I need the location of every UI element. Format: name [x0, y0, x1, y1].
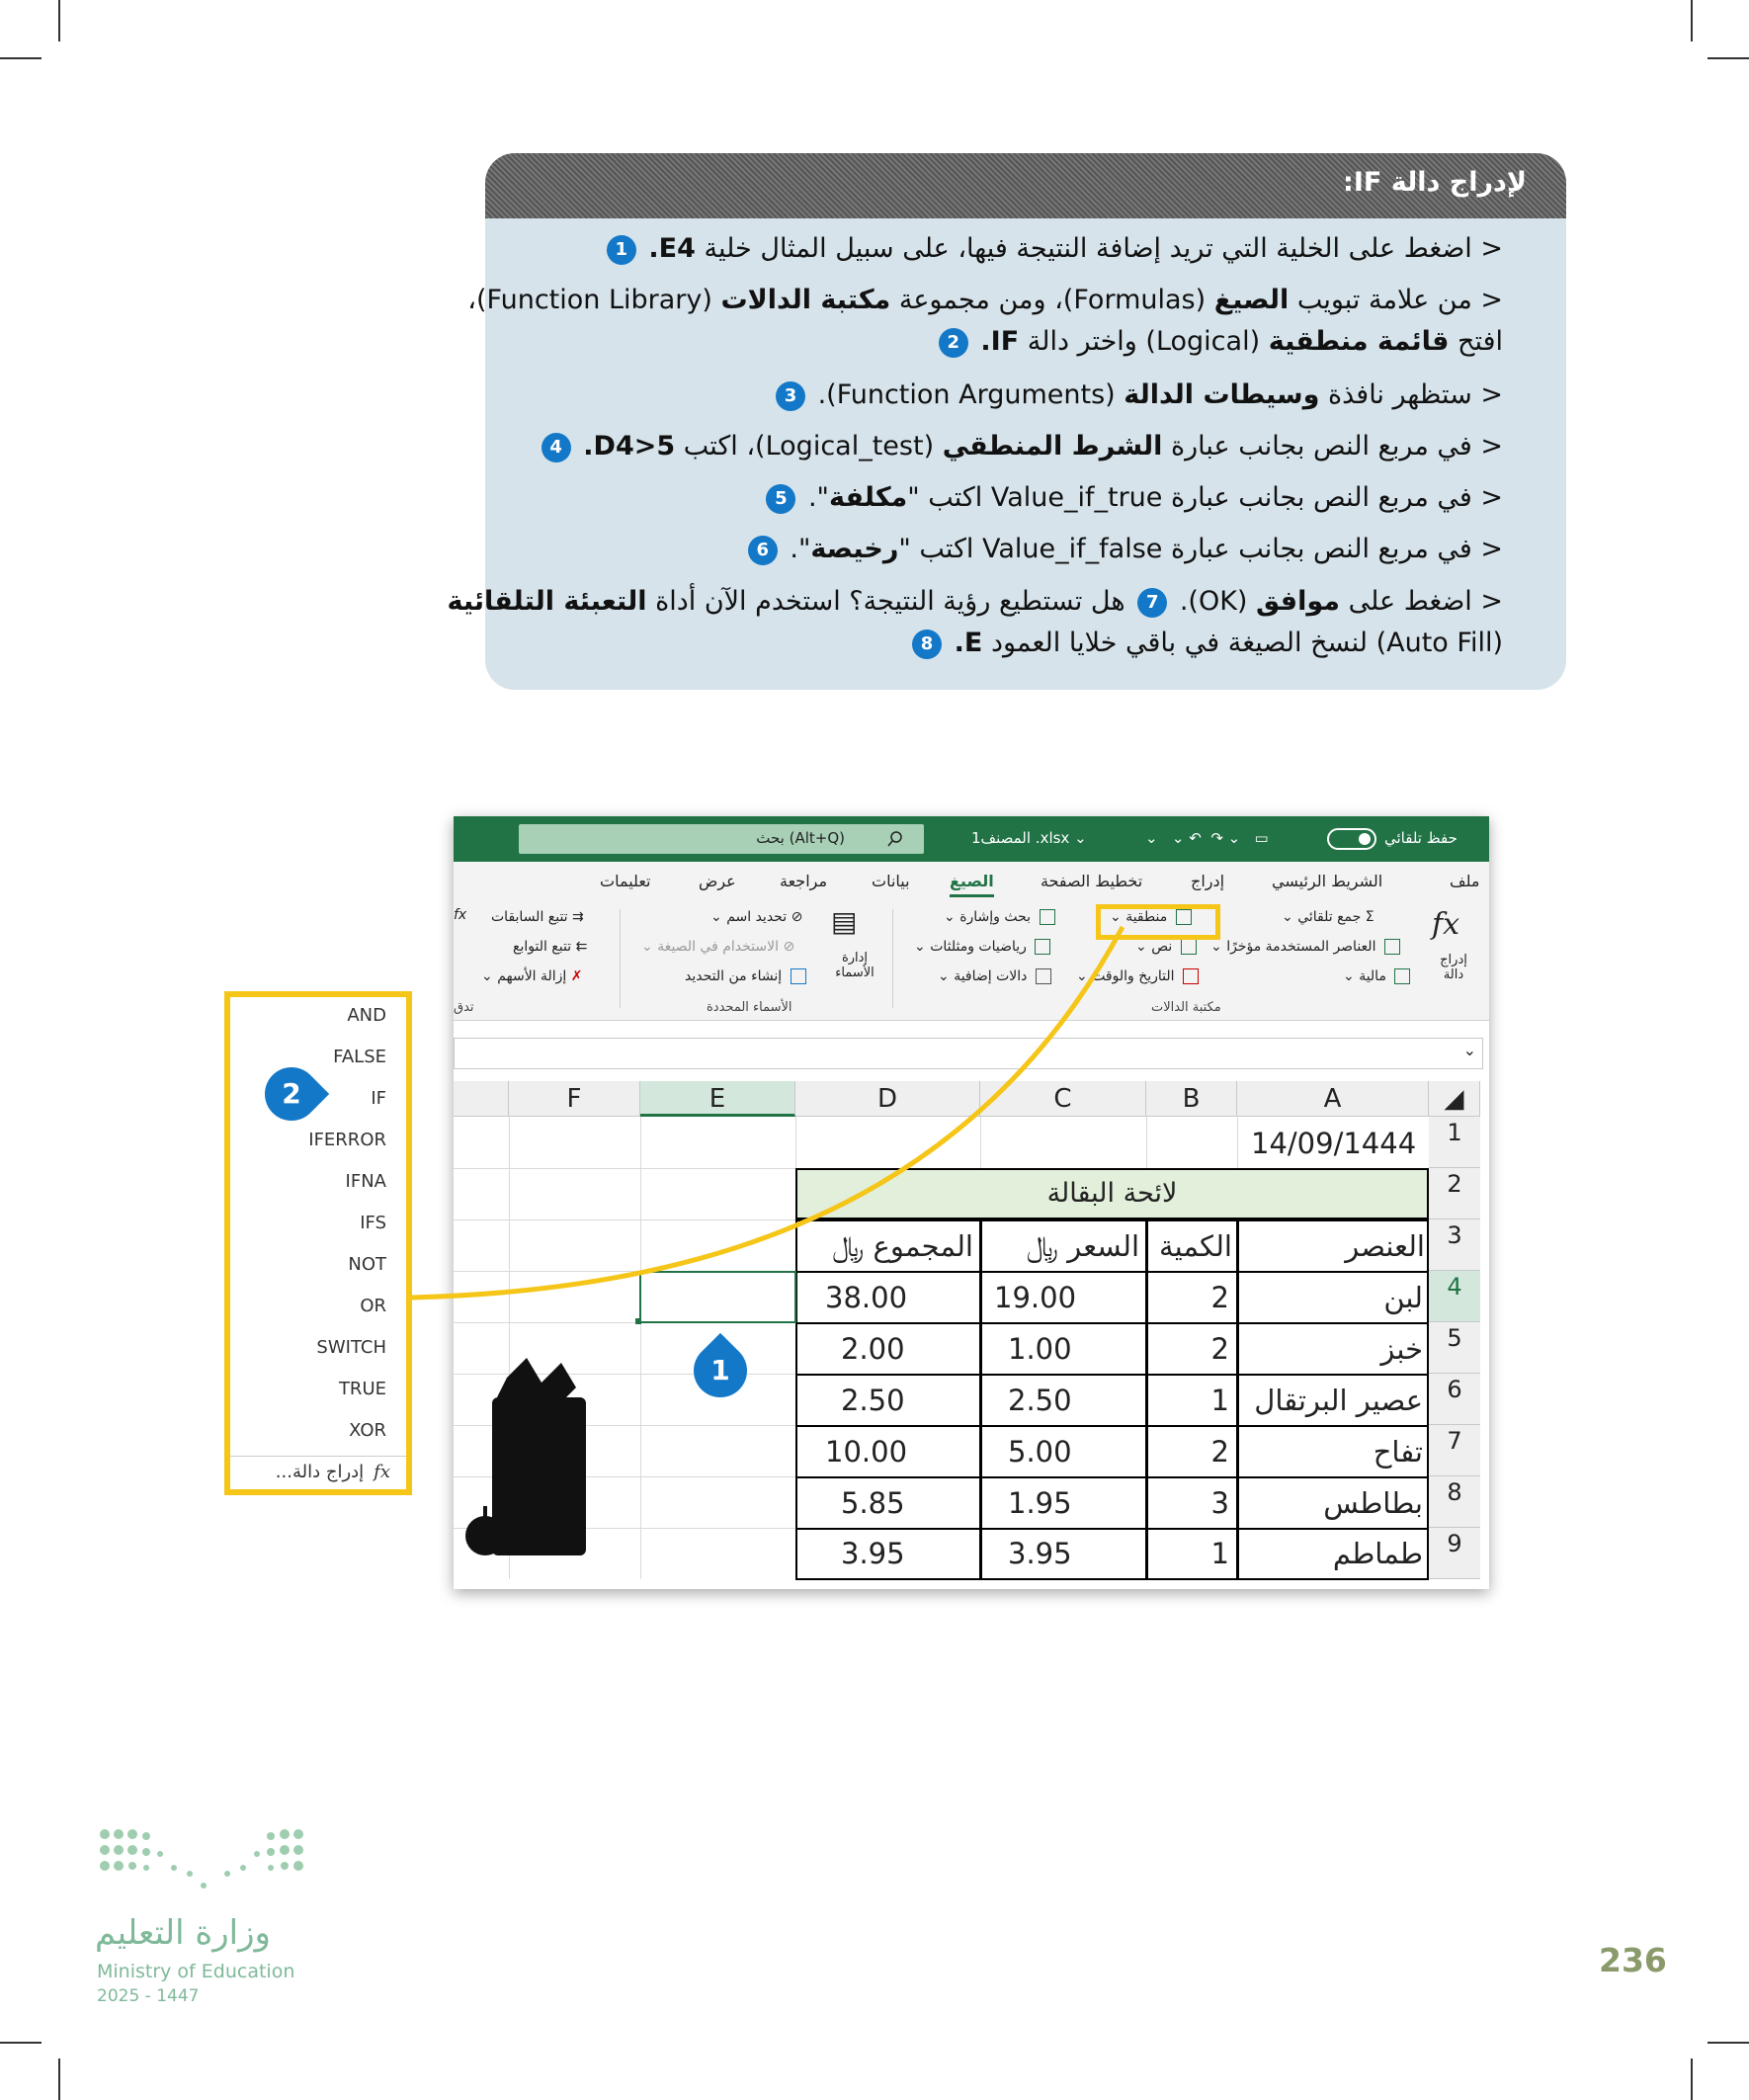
menu-item-if[interactable]: IF	[371, 1088, 386, 1109]
header-price[interactable]: السعر ﷼	[1026, 1229, 1139, 1263]
tab-review[interactable]: مراجعة	[780, 872, 828, 890]
tag-icon: ⊘	[791, 909, 803, 925]
recent-button[interactable]: ⌄ العناصر المستخدمة مؤخرًا	[1210, 939, 1400, 955]
menu-item-xor[interactable]: XOR	[349, 1420, 386, 1441]
column-header-e[interactable]: E	[640, 1081, 795, 1117]
header-total[interactable]: المجموع ﷼	[832, 1229, 973, 1263]
financial-button[interactable]: ⌄ مالية	[1343, 968, 1410, 984]
quick-access-icons[interactable]: ⌄ ⌄ ↶ ↷ ⌄ ▭	[1145, 829, 1269, 847]
step-2a: < من علامة تبويب الصيغ (Formulas)، ومن مجموعة مكتبة الدالات (Function Library)،	[467, 285, 1503, 315]
tab-file[interactable]: ملف	[1450, 872, 1480, 890]
row-header[interactable]: 4	[1429, 1271, 1480, 1322]
group-function-library: مكتبة الدالات	[1151, 1000, 1221, 1015]
remove-arrows-icon: ✗	[570, 968, 583, 984]
logical-functions-menu	[224, 991, 412, 1495]
callout-marker-1: 1	[710, 1354, 730, 1386]
tab-formulas[interactable]: الصيغ	[950, 872, 994, 897]
cell-qty[interactable]: 2	[1210, 1281, 1229, 1314]
fx-icon: fx	[374, 1462, 390, 1482]
row-header[interactable]: 6	[1429, 1374, 1480, 1425]
step-7a: < اضغط على موافق (OK). 7 هل تستطيع رؤية النتيجة؟ استخدم الآن أداة التعبئة التلقائية	[447, 586, 1503, 617]
cell-qty[interactable]: 3	[1210, 1486, 1229, 1520]
cell-item[interactable]: بطاطس	[1323, 1486, 1423, 1520]
cell-qty[interactable]: 1	[1210, 1537, 1229, 1570]
cell-total[interactable]: 5.85	[841, 1486, 905, 1520]
trace-dependents-button[interactable]: تتبع التوابع ⇇	[513, 939, 588, 955]
row-header[interactable]: 3	[1429, 1219, 1480, 1271]
page-number: 236	[1599, 1941, 1667, 1979]
cell-total[interactable]: 2.00	[841, 1332, 905, 1366]
trace-icon: ⇇	[575, 939, 588, 955]
ministry-logo-icon	[95, 1824, 312, 1895]
step-number-badge: 8	[912, 630, 942, 659]
row-header[interactable]: 5	[1429, 1322, 1480, 1374]
ministry-name-ar: وزارة التعليم	[95, 1913, 271, 1953]
tab-data[interactable]: بيانات	[872, 872, 910, 890]
row-header[interactable]: 1	[1429, 1117, 1480, 1168]
column-header-a[interactable]: A	[1237, 1081, 1429, 1117]
row-header[interactable]: 7	[1429, 1425, 1480, 1476]
tab-insert[interactable]: إدراج	[1191, 872, 1225, 890]
fx-icon: fx	[454, 907, 467, 923]
callout-marker-2: 2	[282, 1077, 301, 1110]
cell-price[interactable]: 1.00	[1008, 1332, 1072, 1366]
step-7b: (Auto Fill) لنسخ الصيغة في باقي خلايا العمود E. 8	[908, 623, 1503, 664]
lookup-button[interactable]: ⌄ بحث وإشارة	[944, 909, 1055, 925]
cell-total[interactable]: 10.00	[825, 1435, 908, 1469]
use-in-formula-button[interactable]: ⌄ الاستخدام في الصيغة ⊘	[641, 939, 795, 955]
search-box[interactable]: بحث (Alt+Q)	[519, 824, 924, 854]
row-header[interactable]: 2	[1429, 1168, 1480, 1219]
menu-item-not[interactable]: NOT	[348, 1254, 386, 1275]
cell-item[interactable]: طماطم	[1332, 1537, 1423, 1570]
menu-divider	[230, 1456, 406, 1457]
name-manager-icon[interactable]: ▤	[831, 905, 858, 938]
menu-item-and[interactable]: AND	[347, 1005, 386, 1026]
cell-total[interactable]: 38.00	[825, 1281, 908, 1314]
step-number-badge: 7	[1137, 588, 1167, 618]
ministry-name-en: Ministry of Education	[97, 1961, 295, 1982]
cell-a1-date[interactable]: 14/09/1444	[1251, 1127, 1417, 1160]
header-qty[interactable]: الكمية	[1159, 1229, 1232, 1263]
list-title: لائحة البقالة	[1046, 1178, 1178, 1209]
cell-qty[interactable]: 1	[1210, 1384, 1229, 1417]
step-number-badge: 1	[607, 235, 636, 265]
autosum-button[interactable]: ⌄ جمع تلقائي Σ	[1282, 909, 1374, 925]
tab-view[interactable]: عرض	[699, 872, 736, 890]
step-number-badge: 2	[939, 328, 968, 358]
chevron-down-icon: ⌄	[1462, 1041, 1476, 1059]
column-header-d[interactable]: D	[795, 1081, 980, 1117]
step-number-badge: 6	[748, 536, 778, 565]
step-number-badge: 3	[776, 381, 805, 411]
step-number-badge: 5	[766, 484, 795, 514]
cell-price[interactable]: 2.50	[1008, 1384, 1072, 1417]
select-all-corner[interactable]: ◢	[1429, 1081, 1480, 1117]
text-button[interactable]: ⌄ نص	[1135, 939, 1197, 955]
step-6: < في مربع النص بجانب عبارة Value_if_false اكتب "رخيصة". 6	[744, 529, 1503, 570]
sigma-icon: Σ	[1365, 909, 1374, 925]
step-5: < في مربع النص بجانب عبارة Value_if_true اكتب "مكلفة". 5	[762, 477, 1503, 519]
trace-precedents-button[interactable]: تتبع السابقات ⇉	[491, 909, 584, 925]
step-4: < في مربع النص بجانب عبارة الشرط المنطقي (Logical_test)، اكتب D4>5. 4	[538, 426, 1503, 467]
cell-price[interactable]: 1.95	[1008, 1486, 1072, 1520]
menu-item-iferror[interactable]: IFERROR	[308, 1130, 386, 1150]
step-number-badge: 4	[541, 433, 571, 462]
cell-item[interactable]: تفاح	[1373, 1435, 1423, 1469]
instruction-title: لإدراج دالة IF:	[1343, 167, 1527, 198]
function-icon[interactable]: fx	[1432, 907, 1460, 942]
cell-qty[interactable]: 2	[1210, 1332, 1229, 1366]
remove-arrows-button[interactable]: ⌄ إزالة الأسهم ✗	[481, 968, 583, 984]
header-item[interactable]: العنصر	[1345, 1229, 1425, 1263]
cell-total[interactable]: 3.95	[841, 1537, 905, 1570]
cell-total[interactable]: 2.50	[841, 1384, 905, 1417]
more-functions-button[interactable]: ⌄ دالات إضافية	[938, 968, 1051, 984]
column-header-f[interactable]: F	[509, 1081, 640, 1117]
file-name[interactable]: المصنف1 .xlsx ⌄	[971, 829, 1087, 847]
insert-function-button[interactable]: إدراج دالة	[1440, 953, 1467, 982]
column-header-c[interactable]: C	[980, 1081, 1146, 1117]
menu-item-insert-function[interactable]: fxإدراج دالة...	[275, 1462, 390, 1482]
trace-icon: ⇉	[572, 909, 584, 925]
create-from-selection-button[interactable]: إنشاء من التحديد	[685, 968, 806, 984]
cell-price[interactable]: 19.00	[994, 1281, 1077, 1314]
cell-item[interactable]: لبن	[1383, 1281, 1423, 1314]
step-1: < اضغط على الخلية التي تريد إضافة النتيجة فيها، على سبيل المثال خلية E4. 1	[603, 228, 1503, 270]
cell-item[interactable]: خبز	[1380, 1332, 1423, 1366]
menu-item-ifna[interactable]: IFNA	[345, 1171, 386, 1192]
menu-item-false[interactable]: FALSE	[333, 1047, 386, 1067]
cell-price[interactable]: 5.00	[1008, 1435, 1072, 1469]
row-header[interactable]: 9	[1429, 1528, 1480, 1579]
define-name-button[interactable]: ⌄ تحديد اسم ⊘	[710, 909, 803, 925]
datetime-button[interactable]: ⌄ التاريخ والوقت	[1076, 968, 1199, 984]
row-header[interactable]: 8	[1429, 1476, 1480, 1528]
autosave-label: حفظ تلقائي	[1384, 829, 1458, 847]
menu-item-switch[interactable]: SWITCH	[316, 1337, 386, 1358]
step-3: < ستظهر نافذة وسيطات الدالة (Function Arguments). 3	[772, 375, 1503, 416]
cell-qty[interactable]: 2	[1210, 1435, 1229, 1469]
menu-item-or[interactable]: OR	[360, 1296, 386, 1316]
column-header-b[interactable]: B	[1146, 1081, 1237, 1117]
ministry-year: 2025 - 1447	[97, 1986, 200, 2006]
math-button[interactable]: ⌄ رياضيات ومثلثات	[914, 939, 1050, 955]
tab-page-layout[interactable]: تخطيط الصفحة	[1041, 872, 1143, 890]
step-2b: افتح قائمة منطقية (Logical) واختر دالة IF. 2	[935, 321, 1503, 363]
group-formula-auditing: تدق	[454, 1000, 474, 1015]
cell-price[interactable]: 3.95	[1008, 1537, 1072, 1570]
menu-item-true[interactable]: TRUE	[338, 1379, 386, 1399]
tab-help[interactable]: تعليمات	[600, 872, 651, 890]
logical-button[interactable]: ⌄ منطقية	[1110, 909, 1192, 925]
name-manager-button[interactable]: إدارة الأسماء	[835, 951, 874, 980]
tab-home[interactable]: الشريط الرئيسي	[1272, 872, 1383, 890]
menu-item-ifs[interactable]: IFS	[360, 1213, 386, 1233]
group-defined-names: الأسماء المحددة	[707, 1000, 792, 1015]
cell-item[interactable]: عصير البرتقال	[1254, 1384, 1423, 1417]
